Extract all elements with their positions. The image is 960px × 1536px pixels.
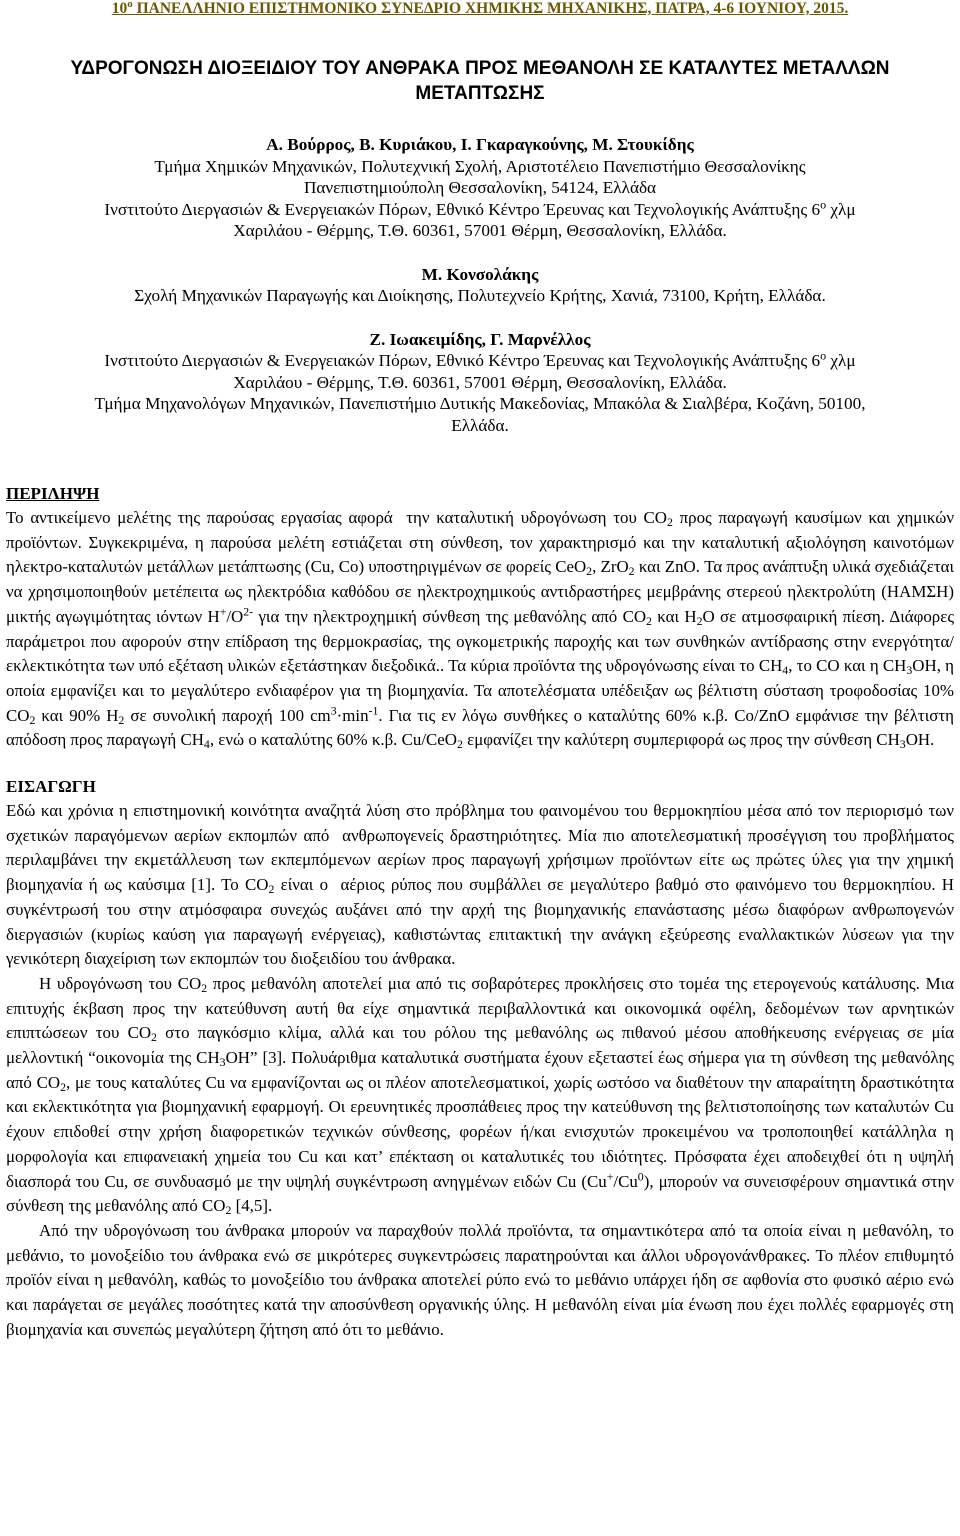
affiliation-2-1: Σχολή Μηχανικών Παραγωγής και Διοίκησης, Πολυτεχνείο Κρήτης, Χανιά, 73100, Κρήτη, Ελλάδα. bbox=[134, 286, 826, 305]
introduction-heading: ΕΙΣΑΓΩΓΗ bbox=[6, 777, 96, 797]
conference-header: $10^o$ ΠΑΝΕΛΛΗΝΙΟ ΕΠΙΣΤΗΜΟΝΙΚΟ ΣΥΝΕΔΡΙΟ ΧΗΜΙΚΗΣ ΜΗΧΑΝΙΚΗΣ, ΠΑΤΡΑ, 4-6 ΙΟΥΝΙΟΥ, 2015. bbox=[111, 0, 849, 17]
affiliation-1-3: Ινστιτούτο Διεργασιών & Ενεργειακών Πόρων, Εθνικό Κέντρο Έρευνας και Τεχνολογικής Ανάπτυξης $6^o$ χλμ bbox=[104, 196, 856, 219]
abstract-paragraph: Το αντικείμενο μελέτης της παρούσας εργασίας αφορά την καταλυτική υδρογόνωση του $CO_2$ προς παραγωγή καυσίμων και χημικών προϊόντων. Συγκεκριμένα, η παρούσα μελέτη εστιάζεται στη σύνθεση, τον χαρακτηρισμό και την καταλυτική αξιολόγηση καινοτόμων ηλεκτρο-καταλυτών μετάλλων μετάπτωσης (Cu, Co) υποστηριγμένων σε φορείς CeO$_2$, ZrO$_2$ και ZnO. Τα προς ανάπτυξη υλικά σχεδιάζεται να χρησιμοποιηθούν μετέπειτα ως ηλεκτρόδια καθόδου σε ηλεκτροχημικούς αντιδραστήρες μεμβράνης στερεού ηλεκτρολύτη (ΗΑΜΣΗ) μικτής αγωγιμότητας ιόντων $H^+/O^{2-}$ για την ηλεκτροχημική σύνθεση της μεθανόλης από $CO_2$ και $H_2O$ σε ατμοσφαιρική πίεση. Διάφορες παράμετροι που αφορούν στην επίδραση της θερμοκρασίας, της ογκομετρικής παροχής και των συνθηκών αντίδρασης στην ενεργότητα/εκλεκτικότητα των υπό εξέταση υλικών εξετάστηκαν διεξοδικά.. Τα κύρια προϊόντα της υδρογόνωσης είναι το $CH_4$, το CO και η $CH_3OH$, η οποία εμφανίζει και το μεγαλύτερο ενδιαφέρον για τη βιομηχανία. Τα αποτελέσματα υπέδειξαν ως βέλτιστη σύσταση τροφοδοσίας 10% $CO_2$ και 90% $H_2$ σε συνολική παροχή 100 $cm^3\cdot\min^{-1}$. Για τις εν λόγω συνθήκες ο καταλύτης 60% κ.β. Co/ZnO εμφάνισε την βέλτιστη απόδοση προς παραγωγή $CH_4$, ενώ ο καταλύτης 60% κ.β. Cu/CeO$_2$ εμφανίζει την καλύτερη συμπεριφορά ως προς την σύνθεση $CH_3OH$. bbox=[6, 508, 955, 752]
affiliation-1-2: Πανεπιστημιούπολη Θεσσαλονίκη, 54124, Ελλάδα bbox=[303, 178, 657, 197]
authors-group-1: Α. Βούρρος, Β. Κυριάκου, Ι. Γκαραγκούνης, Μ. Στουκίδης bbox=[266, 135, 694, 154]
affiliation-3-1: Ινστιτούτο Διεργασιών & Ενεργειακών Πόρων, Εθνικό Κέντρο Έρευνας και Τεχνολογικής Ανάπτυξης $6^o$ χλμ bbox=[104, 348, 856, 370]
title-line-2: ΜΕΤΑΠΤΩΣΗΣ bbox=[415, 83, 545, 104]
title-line-1: ΥΔΡΟΓΟΝΩΣΗ ΔΙΟΞΕΙΔΙΟΥ ΤΟΥ ΑΝΘΡΑΚΑ ΠΡΟΣ ΜΕΘΑΝΟΛΗ ΣΕ ΚΑΤΑΛΥΤΕΣ ΜΕΤΑΛΛΩΝ bbox=[70, 58, 890, 79]
paper-title bbox=[6, 56, 954, 106]
affiliation-3-3: Τμήμα Μηχανολόγων Μηχανικών, Πανεπιστήμιο Δυτικής Μακεδονίας, Μπακόλα & Σιαλβέρα, Κοζάνη, 50100, bbox=[94, 394, 866, 413]
introduction-paragraph-3: Από την υδρογόνωση του άνθρακα μπορούν να παραχθούν πολλά προϊόντα, τα σημαντικότερα από τα οποία είναι η μεθανόλη, το μεθάνιο, το μονοξείδιο του άνθρακα ενώ σε μικρότερες συγκεντρώσεις παρατηρούνται και άλλοι υδρογονάνθρακες. Το πλέον επιθυμητό προϊόν είναι η μεθανόλη, καθώς το μονοξείδιο του άνθρακα αποτελεί ρύπο ενώ το μεθάνιο υπάρχει ήδη σε αφθονία στο φυσικό αέριο ενώ και παράγεται σε μεγάλες ποσότητες κατά την αποσύνθεση οργανικής ύλης. Η μεθανόλη είναι μία ένωση που έχει πολλές εφαρμογές στη βιομηχανία και συνεπώς μεγαλύτερη ζήτηση από ότι το μεθάνιο. bbox=[6, 1220, 954, 1339]
introduction-paragraph-1: Εδώ και χρόνια η επιστημονική κοινότητα αναζητά λύση στο πρόβλημα του φαινομένου του θερμοκηπίου μέσα από τον περιορισμό των σχετικών παραγόμενων αερίων εκπομπών από ανθρωπογενείς δραστηριότητες. Μία πιο αποτελεσματική προσέγγιση του προβλήματος περιλαμβάνει την εκμετάλλευση των εκπεμπόμενων αερίων προς παραγωγή χρήσιμων προϊόντων είτε ως πρώτες ύλες για την χημική βιομηχανία ή ως καύσιμα [1]. Το $CO_2$ είναι ο αέριος ρύπος που συμβάλλει σε μεγαλύτερο βαθμό στο φαινόμενο του θερμοκηπίου. Η συγκέντρωσή του στην ατμόσφαιρα συνεχώς αυξάνει από την αρχή της βιομηχανικής επανάστασης μέσω διαφόρων ανθρωπογενών διεργασιών (κυρίως καύση για παραγωγή ενέργειας), καθιστώντας επιτακτική την ανάγκη εξεύρεσης εναλλακτικών λύσεων για την γενικότερη διαχείριση των εκπομπών του διοξειδίου του άνθρακα. bbox=[6, 801, 954, 969]
authors-group-3: Ζ. Ιωακειμίδης, Γ. Μαρνέλλος bbox=[369, 329, 591, 349]
affiliation-1-1: Τμήμα Χημικών Μηχανικών, Πολυτεχνική Σχολή, Αριστοτέλειο Πανεπιστήμιο Θεσσαλονίκης bbox=[154, 156, 806, 176]
affiliation-3-4: Ελλάδα. bbox=[451, 415, 509, 435]
abstract-heading: ΠΕΡΙΛΗΨΗ bbox=[6, 484, 100, 503]
introduction-paragraph-2: Η υδρογόνωση του $CO_2$ προς μεθανόλη αποτελεί μια από τις σοβαρότερες προκλήσεις στο τομέα της ετερογενούς κατάλυσης. Μια επιτυχής έκβαση προς την κατεύθυνση αυτή θα είχε σημαντικά περιβαλλοντικά και οικονομικά οφέλη, δεδομένων των αρνητικών επιπτώσεων του $CO_2$ στο παγκόσμιο κλίμα, αλλά και του ρόλου της μεθανόλης ως πιθανού μέσου αποθήκευσης ενέργειας σε μία μελλοντική “οικονομία της $CH_3OH$” [3]. Πολυάριθμα καταλυτικά συστήματα έχουν εξεταστεί έως σήμερα για τη σύνθεση της μεθανόλης από $CO_2$, με τους καταλύτες Cu να εμφανίζονται ως οι πλέον αποτελεσματικοί, χωρίς ωστόσο να διαθέτουν την απαραίτητη δραστικότητα και εκλεκτικότητα για βιομηχανική εφαρμογή. Οι ερευνητικές προσπάθειες προς την κατεύθυνση της βελτιστοποίησης των καταλυτών Cu έχουν επιδοθεί στην χρήση διαφορετικών τεχνικών σύνθεσης, φορέων ή/και ενισχυτών προκειμένου να τροποποιηθεί κατάλληλα η μορφολογία και επιφανειακή χημεία του Cu και κατ’ επέκταση οι καταλυτικές του ιδιότητες. Πρόσφατα έχει αποδειχθεί ότι η υψηλή διασπορά του Cu, σε συνδυασμό με την υψηλή συγκέντρωση ανηγμένων ειδών Cu (Cu+/Cu$^0$), μπορούν να συνεισφέρουν σημαντικά στην σύνθεση της μεθανόλης από $CO_2$ [4,5]. bbox=[6, 973, 954, 1218]
affiliation-3-2: Χαριλάου - Θέρμης, Τ.Θ. 60361, 57001 Θέρμη, Θεσσαλονίκη, Ελλάδα. bbox=[233, 372, 727, 392]
affiliation-1-4: Χαριλάου - Θέρμης, Τ.Θ. 60361, 57001 Θέρμη, Θεσσαλονίκη, Ελλάδα. bbox=[233, 221, 727, 240]
authors-group-2: Μ. Κονσολάκης bbox=[421, 264, 539, 284]
